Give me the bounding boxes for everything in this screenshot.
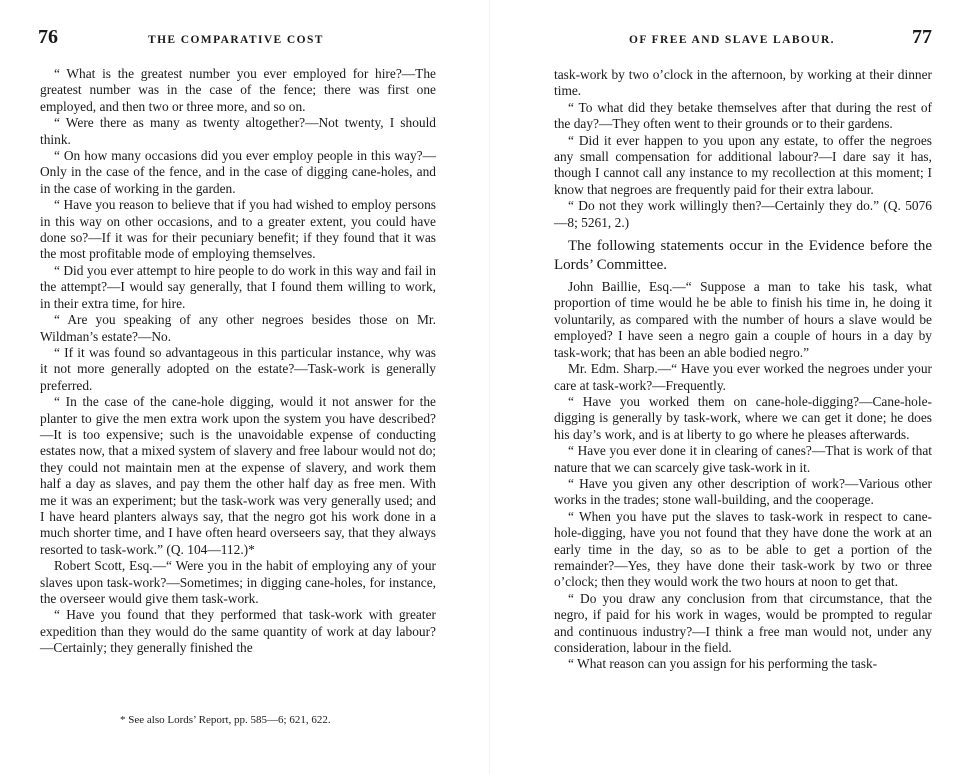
right-page [490, 0, 980, 774]
paragraph: “ To what did they betake themselves after that during the rest of the day?—They often went to their grounds or to their gardens. [554, 99, 932, 132]
left-running-head: THE COMPARATIVE COST [148, 34, 324, 46]
paragraph: John Baillie, Esq.—“ Suppose a man to take his task, what proportion of time would he be able to finish his time in, he doing it voluntarily, as compared with the number of hours a slave would be employed? I have seen a negro gain a couple of hours in a day by task-work; that has been an able bodied negro.” [554, 279, 932, 360]
paragraph: “ What is the greatest number you ever employed for hire?—The greatest number was in the case of the fence; there was first one employed, and then two or three more, and so on. [40, 66, 436, 114]
right-running-head: OF FREE AND SLAVE LABOUR. [629, 34, 835, 46]
paragraph: “ What reason can you assign for his performing the task- [568, 656, 878, 672]
paragraph: “ Do you draw any conclusion from that circumstance, that the negro, if paid for his work in wages, would be prompted to regular and continuous industry?—I think a free man would not, under any consideration, labour in the field. [554, 590, 932, 655]
paragraph: “ On how many occasions did you ever employ people in this way?—Only in the case of the fence, and in the case of digging cane-holes, and in the case of working in the garden. [40, 148, 436, 196]
paragraph: “ Have you worked them on cane-hole-digging?—Cane-hole-digging is generally by task-work, where we can get it done; he does his day’s work, and is at liberty to go where he pleases afterwards. [554, 393, 932, 442]
paragraph: “ Were there as many as twenty altogether?—Not twenty, I should think. [40, 115, 436, 147]
left-page-number: 76 [38, 26, 58, 48]
paragraph: “ In the case of the cane-hole digging, would it not answer for the planter to give the men extra work upon the system you have described?—It is too expensive; such is the unavoidable expense of conducting estates now, that a mixed system of slavery and free labour would not do; they could not maintain men at the expense of slavery, and work them half a day as slaves, and pay them the other half day as free men. With me it was an experiment; but the task-work was very generally used; and I have heard planters always say, that the negro got his work done in a much shorter time, and I have often heard overseers say, that they always resorted to task-work.” (Q. 104—112.)* [40, 394, 436, 557]
paragraph: “ Did it ever happen to you upon any estate, to offer the negroes any small compensation for additional labour?—I dare say it has, though I cannot call any instance to my recollection at this moment; I know that negroes are frequently paid for their extra labour. [554, 132, 932, 197]
footnote: * See also Lords’ Report, pp. 585—6; 621, 622. [120, 714, 331, 726]
section-intro: The following statements occur in the Evidence before the Lords’ Committee. [554, 238, 932, 274]
paragraph: “ Have you ever done it in clearing of canes?—That is work of that nature that we can scarcely give task-work in it. [554, 443, 932, 475]
paragraph: “ Have you found that they performed that task-work with greater expedition than they would do the same quantity of work at day labour?—Certainly; they generally finished the [40, 607, 436, 656]
paragraph: Robert Scott, Esq.—“ Were you in the habit of employing any of your slaves upon task-work?—Sometimes; in digging cane-holes, for instance, the overseer would give them task-work. [40, 558, 436, 606]
left-body-text [40, 66, 436, 657]
paragraph: “ Are you speaking of any other negroes besides those on Mr. Wildman’s estate?—No. [40, 312, 436, 344]
paragraph: “ Do not they work willingly then?—Certainly they do.” (Q. 5076—8; 5261, 2.) [554, 198, 932, 230]
right-page-number: 77 [912, 26, 932, 48]
paragraph: Mr. Edm. Sharp.—“ Have you ever worked the negroes under your care at task-work?—Frequently. [554, 361, 932, 393]
paragraph: task-work by two o’clock in the afternoon, by working at their dinner time. [554, 67, 932, 99]
paragraph: “ Did you ever attempt to hire people to do work in this way and fail in the attempt?—I would say generally, that I found them willing to work, in their extra time, for hire. [40, 262, 436, 311]
paragraph: “ When you have put the slaves to task-work in respect to cane-hole-digging, have you not found that they have done the work at an early time in the day, so as to be able to get a portion of the remainder?—Yes, they have done their task-work by two or three o’clock; then they would work the two hours at noon to get that. [554, 508, 932, 590]
paragraph: “ If it was found so advantageous in this particular instance, why was it not more generally adopted on the estate?—Task-work is generally preferred. [40, 344, 436, 393]
paragraph: “ Have you reason to believe that if you had wished to employ persons in this way on other occasions, and to a greater extent, you could have done so?—If it was for their pecuniary benefit; if they found that it was the most profitable mode of employing themselves. [40, 197, 436, 262]
right-body-text [554, 67, 932, 673]
paragraph: “ Have you given any other description of work?—Various other works in the trades; stone wall-building, and the cooperage. [554, 475, 932, 508]
